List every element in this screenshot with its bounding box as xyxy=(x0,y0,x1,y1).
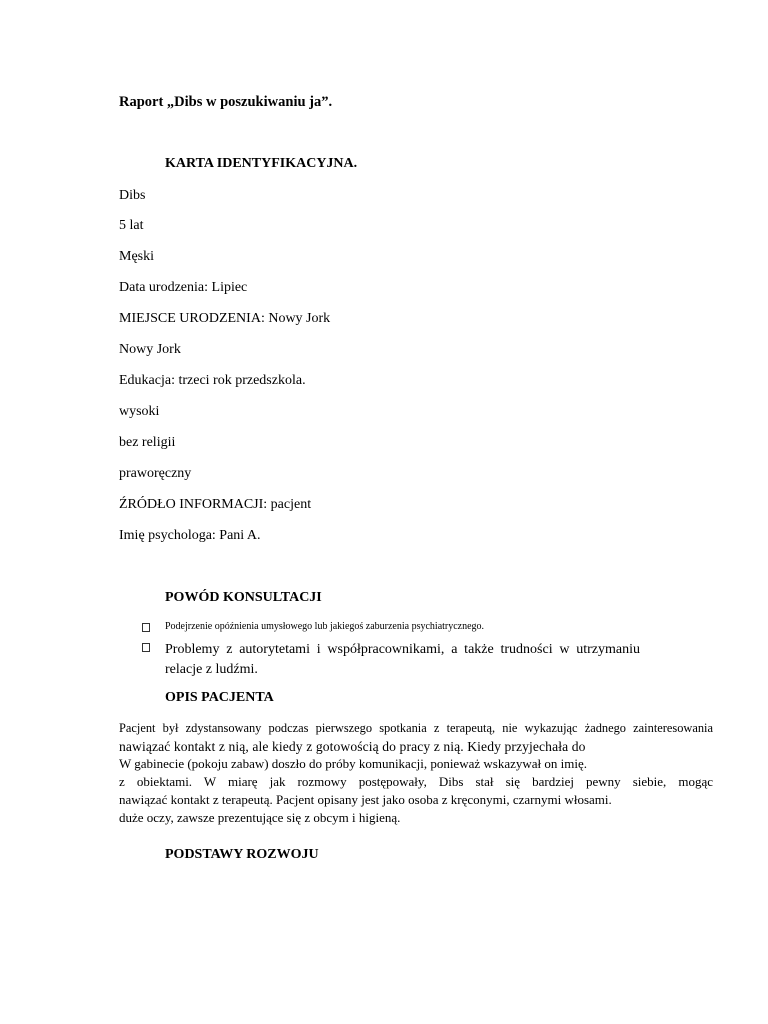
field-religion: bez religii xyxy=(119,435,176,450)
paragraph-line: Pacjent był zdystansowany podczas pierwszego spotkania z terapeutą, nie wykazując żadnego zainteresowania xyxy=(119,721,713,735)
field-height: wysoki xyxy=(119,404,160,419)
bullet-item: Problemy z autorytetami i współpracownikami, a także trudności w utrzymaniu relacje z ludźmi. xyxy=(165,642,640,677)
bullet-item: Podejrzenie opóźnienia umysłowego lub jakiegoś zaburzenia psychiatrycznego. xyxy=(165,621,485,632)
field-handedness: praworęczny xyxy=(119,466,192,481)
patient-description-heading: OPIS PACJENTA xyxy=(165,690,274,705)
field-name: Dibs xyxy=(119,188,146,203)
paragraph-line: duże oczy, zawsze prezentujące się z obcym i higieną. xyxy=(119,809,401,825)
field-residence: Nowy Jork xyxy=(119,342,181,357)
field-birthplace: MIEJSCE URODZENIA: Nowy Jork xyxy=(119,311,331,326)
field-age: 5 lat xyxy=(119,218,144,233)
paragraph-line: W gabinecie (pokoju zabaw) doszło do próby komunikacji, ponieważ wskazywał on imię. xyxy=(119,756,587,772)
paragraph-line: z obiektami. W miarę jak rozmowy postępowały, Dibs stał się bardziej pewny siebie, mogąc xyxy=(119,774,713,790)
consultation-heading: POWÓD KONSULTACJI xyxy=(165,590,322,605)
field-psychologist: Imię psychologa: Pani A. xyxy=(119,528,261,543)
field-birth-date: Data urodzenia: Lipiec xyxy=(119,280,248,295)
paragraph-line: nawiązać kontakt z nią, ale kiedy z gotowością do pracy z nią. Kiedy przyjechała do xyxy=(119,738,586,754)
id-card-heading: KARTA IDENTYFIKACYJNA. xyxy=(165,156,358,171)
document-title: Raport „Dibs w poszukiwaniu ja”. xyxy=(119,94,333,110)
checkbox-bullet-icon xyxy=(142,623,150,632)
development-heading: PODSTAWY ROZWOJU xyxy=(165,847,319,862)
patient-description-paragraph xyxy=(119,720,713,826)
field-sex: Męski xyxy=(119,249,154,264)
field-info-source: ŹRÓDŁO INFORMACJI: pacjent xyxy=(119,497,312,512)
paragraph-line: nawiązać kontakt z terapeutą. Pacjent opisany jest jako osoba z kręconymi, czarnymi włosami. xyxy=(119,791,612,807)
checkbox-bullet-icon xyxy=(142,643,150,652)
field-education: Edukacja: trzeci rok przedszkola. xyxy=(119,373,306,388)
